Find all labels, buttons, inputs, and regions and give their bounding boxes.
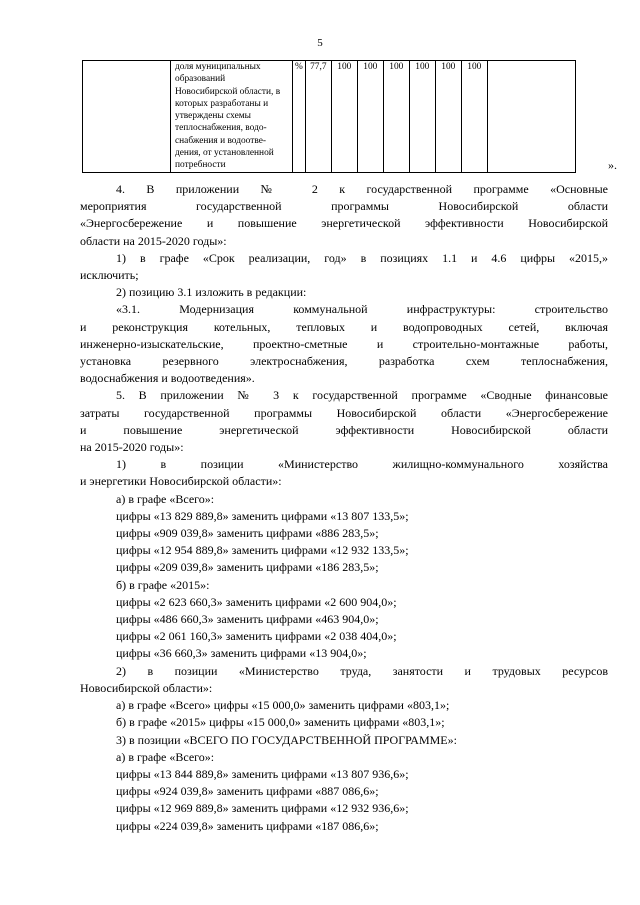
text-line: инженерно-изыскательские, проектно-сметные и строительно-монтажные работы, xyxy=(80,336,608,351)
table-cell-blank xyxy=(83,61,171,173)
text-line: цифры «13 844 889,8» заменить цифрами «13 807 936,6»; xyxy=(116,766,409,781)
page-number: 5 xyxy=(317,37,323,49)
text-line: затраты государственной программы Новосибирской области «Энергосбережение xyxy=(80,405,608,420)
text-line: цифры «209 039,8» заменить цифрами «186 283,5»; xyxy=(116,560,379,575)
text-line: цифры «12 969 889,8» заменить цифрами «12 932 936,6»; xyxy=(116,801,409,816)
text-line: 2) в позиции «Министерство труда, занятости и трудовых ресурсов xyxy=(116,663,608,678)
text-line: цифры «924 039,8» заменить цифрами «887 086,6»; xyxy=(116,784,379,799)
indicator-value: 100 xyxy=(331,61,357,173)
text-line: 4. В приложении № 2 к государственной программе «Основные xyxy=(116,182,608,196)
text-line: Новосибирской области»: xyxy=(80,680,213,695)
text-line: цифры «13 829 889,8» заменить цифрами «13 807 133,5»; xyxy=(116,508,409,523)
text-line: «3.1. Модернизация коммунальной инфраструктуры: строительство xyxy=(116,302,608,317)
text-line: а) в графе «Всего»: xyxy=(116,491,215,506)
indicator-value: 100 xyxy=(383,61,409,173)
indicator-name: доля муниципальных образований Новосибирской области, в которых разработаны и утверждены схемы теплоснабжения, водо-снабжения и водоотве-дения, от установленной потребности xyxy=(171,61,293,173)
table-row xyxy=(83,61,576,173)
text-line: мероприятия государственной программы Новосибирской области xyxy=(80,199,608,214)
table-cell-blank xyxy=(487,61,575,173)
indicator-value: 100 xyxy=(461,61,487,173)
text-line: области на 2015-2020 годы»: xyxy=(80,233,227,248)
text-line: а) в графе «Всего»: xyxy=(116,749,215,764)
text-line: исключить; xyxy=(80,268,139,283)
text-line: и повышение энергетической эффективности Новосибирской области xyxy=(80,422,608,437)
text-line: и реконструкция котельных, тепловых и водопроводных сетей, включая xyxy=(80,319,608,334)
text-line: б) в графе «2015»: xyxy=(116,577,210,592)
text-line: и энергетики Новосибирской области»: xyxy=(80,474,282,489)
text-line: водоснабжения и водоотведения». xyxy=(80,371,255,386)
text-line: 3) в позиции «ВСЕГО ПО ГОСУДАРСТВЕННОЙ ПРОГРАММЕ»: xyxy=(116,732,457,747)
text-line: 1) в графе «Срок реализации, год» в позициях 1.1 и 4.6 цифры «2015,» xyxy=(116,250,608,265)
text-line: цифры «2 623 660,3» заменить цифрами «2 600 904,0»; xyxy=(116,594,397,609)
indicator-value: 100 xyxy=(357,61,383,173)
text-line: 5. В приложении № 3 к государственной программе «Сводные финансовые xyxy=(116,388,608,403)
text-line: 1) в позиции «Министерство жилищно-коммунального хозяйства xyxy=(116,457,608,472)
text-line: цифры «36 660,3» заменить цифрами «13 904,0»; xyxy=(116,646,367,661)
text-line: а) в графе «Всего» цифры «15 000,0» заменить цифрами «803,1»; xyxy=(116,698,450,713)
indicator-value: 100 xyxy=(409,61,435,173)
document-body xyxy=(80,181,608,835)
text-line: цифры «909 039,8» заменить цифрами «886 283,5»; xyxy=(116,526,379,541)
closing-quote: ». xyxy=(608,158,617,172)
text-line: б) в графе «2015» цифры «15 000,0» заменить цифрами «803,1»; xyxy=(116,715,445,730)
text-line: на 2015-2020 годы»: xyxy=(80,440,184,455)
text-line: цифры «12 954 889,8» заменить цифрами «12 932 133,5»; xyxy=(116,543,409,558)
indicator-value: 100 xyxy=(435,61,461,173)
text-line: «Энергосбережение и повышение энергетической эффективности Новосибирской xyxy=(80,216,608,231)
indicator-table xyxy=(82,60,576,173)
text-line: цифры «2 061 160,3» заменить цифрами «2 038 404,0»; xyxy=(116,629,397,644)
text-line: цифры «486 660,3» заменить цифрами «463 904,0»; xyxy=(116,612,379,627)
indicator-value: 77,7 xyxy=(305,61,331,173)
text-line: 2) позицию 3.1 изложить в редакции: xyxy=(116,285,307,300)
text-line: цифры «224 039,8» заменить цифрами «187 086,6»; xyxy=(116,818,379,833)
indicator-unit: % xyxy=(293,61,306,173)
text-line: установка резервного электроснабжения, разработка схем теплоснабжения, xyxy=(80,354,608,369)
